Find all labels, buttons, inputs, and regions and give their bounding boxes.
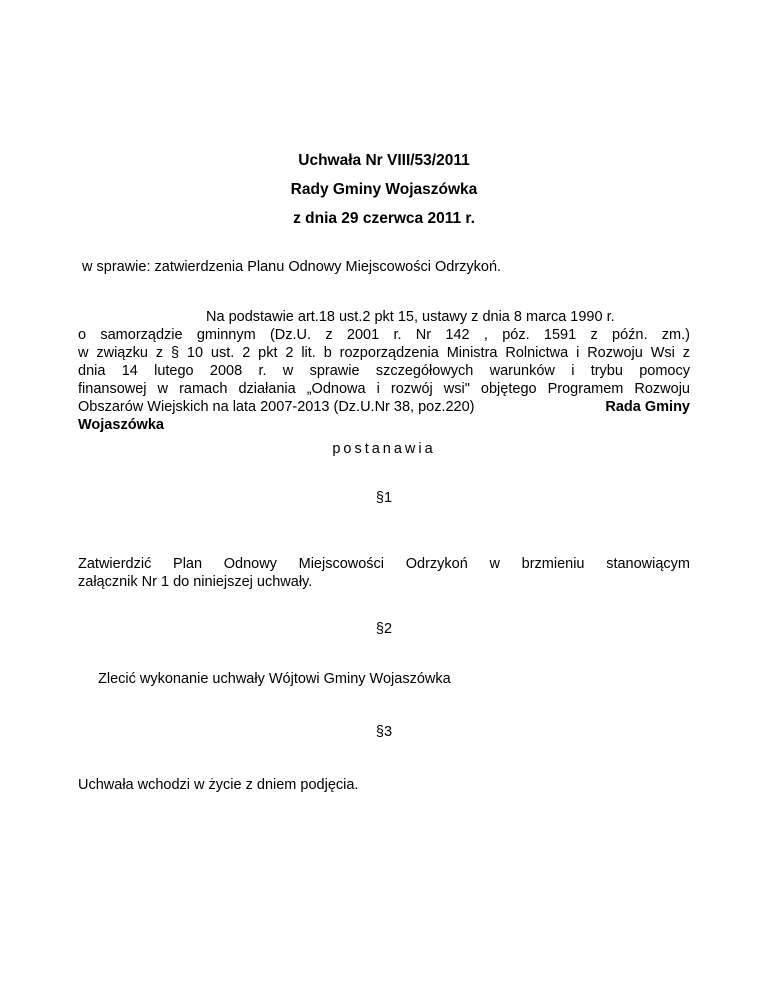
section-mark-1: §1 bbox=[375, 490, 393, 506]
preamble-line-6: Obszarów Wiejskich na lata 2007-2013 (Dz.U.Nr 38, poz.220) bbox=[78, 399, 475, 415]
council-reference-cont: Wojaszówka bbox=[78, 417, 164, 433]
section-2-text: Zlecić wykonanie uchwały Wójtowi Gminy Wojaszówka bbox=[98, 671, 451, 687]
resolves-word: postanawia bbox=[332, 441, 436, 457]
resolution-number: Uchwała Nr VIII/53/2011 bbox=[298, 152, 470, 169]
preamble-line-2: o samorządzie gminnym (Dz.U. z 2001 r. Nr 142 , póz. 1591 z późn. zm.) bbox=[78, 327, 690, 343]
preamble-line-3: w związku z § 10 ust. 2 pkt 2 lit. b rozporządzenia Ministra Rolnictwa i Rozwoju Wsi z bbox=[78, 345, 690, 361]
section-1-line-2: załącznik Nr 1 do niniejszej uchwały. bbox=[78, 574, 313, 590]
resolution-date: z dnia 29 czerwca 2011 r. bbox=[293, 210, 475, 227]
section-mark-3: §3 bbox=[375, 724, 393, 740]
preamble-line-5: finansowej w ramach działania „Odnowa i rozwój wsi" objętego Programem Rozwoju bbox=[78, 381, 690, 397]
council-reference: Rada Gminy bbox=[605, 399, 690, 415]
council-name: Rady Gminy Wojaszówka bbox=[290, 181, 478, 198]
section-3-text: Uchwała wchodzi w życie z dniem podjęcia. bbox=[78, 777, 359, 793]
section-mark-2: §2 bbox=[375, 621, 393, 637]
preamble-line-1: Na podstawie art.18 ust.2 pkt 15, ustawy z dnia 8 marca 1990 r. bbox=[206, 309, 615, 325]
section-1-line-1: Zatwierdzić Plan Odnowy Miejscowości Odrzykoń w brzmieniu stanowiącym bbox=[78, 556, 690, 572]
resolution-subject: w sprawie: zatwierdzenia Planu Odnowy Miejscowości Odrzykoń. bbox=[82, 259, 502, 275]
preamble-line-4: dnia 14 lutego 2008 r. w sprawie szczegółowych warunków i trybu pomocy bbox=[78, 363, 690, 379]
